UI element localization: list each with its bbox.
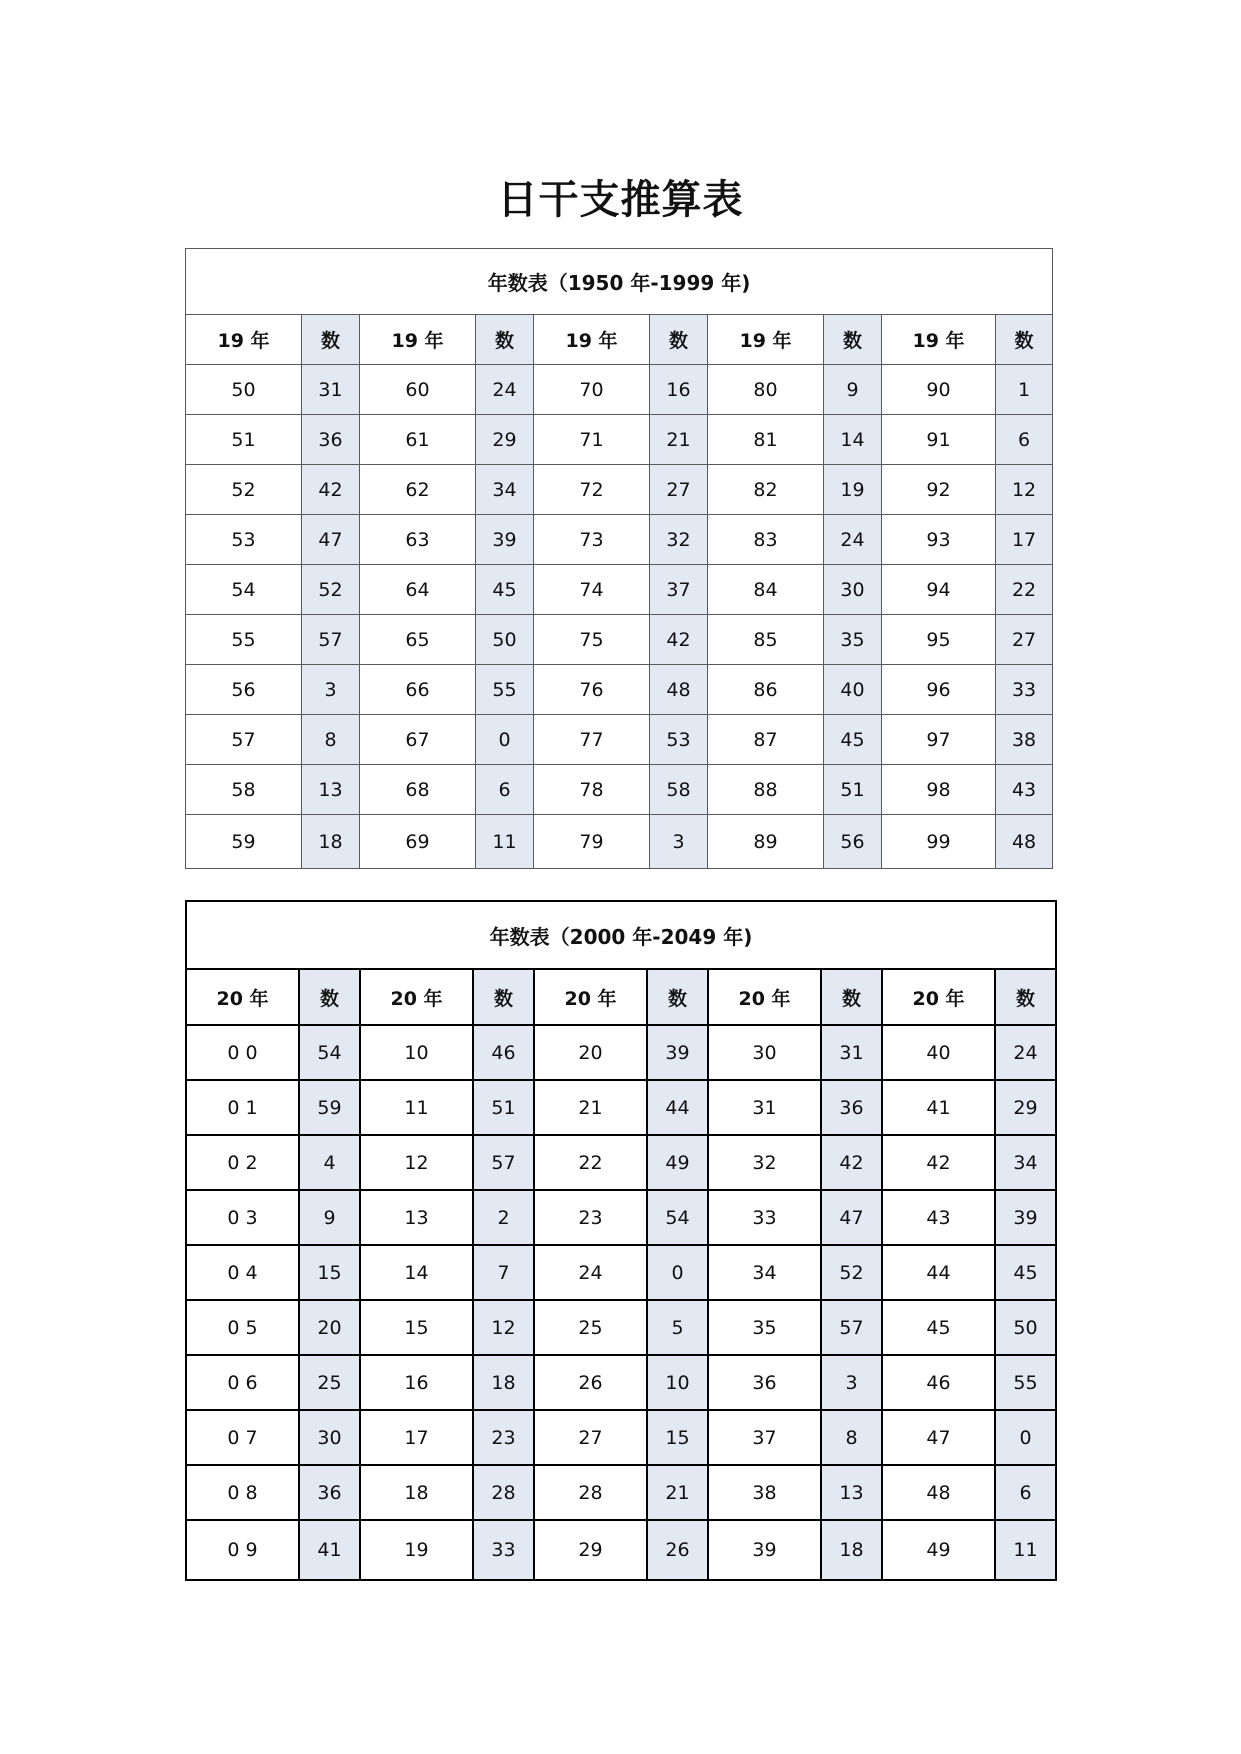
year-cell: 20 bbox=[534, 1025, 647, 1080]
year-column-header: 20 年 bbox=[708, 969, 821, 1025]
year-cell: 87 bbox=[708, 715, 824, 765]
year-cell: 88 bbox=[708, 765, 824, 815]
year-cell: 93 bbox=[882, 515, 996, 565]
year-cell: 36 bbox=[708, 1355, 821, 1410]
year-cell: 96 bbox=[882, 665, 996, 715]
year-cell: 59 bbox=[186, 815, 302, 869]
number-cell: 24 bbox=[476, 365, 534, 415]
year-cell: 91 bbox=[882, 415, 996, 465]
year-cell: 0 4 bbox=[186, 1245, 299, 1300]
year-cell: 17 bbox=[360, 1410, 473, 1465]
year-cell: 0 8 bbox=[186, 1465, 299, 1520]
year-cell: 37 bbox=[708, 1410, 821, 1465]
number-cell: 27 bbox=[650, 465, 708, 515]
table-row bbox=[186, 1520, 1056, 1580]
number-cell: 45 bbox=[995, 1245, 1056, 1300]
number-cell: 23 bbox=[473, 1410, 534, 1465]
year-cell: 44 bbox=[882, 1245, 995, 1300]
number-cell: 2 bbox=[473, 1190, 534, 1245]
year-cell: 71 bbox=[534, 415, 650, 465]
number-cell: 6 bbox=[996, 415, 1053, 465]
number-cell: 11 bbox=[995, 1520, 1056, 1580]
number-cell: 34 bbox=[476, 465, 534, 515]
number-cell: 44 bbox=[647, 1080, 708, 1135]
year-cell: 75 bbox=[534, 615, 650, 665]
number-cell: 37 bbox=[650, 565, 708, 615]
year-cell: 0 1 bbox=[186, 1080, 299, 1135]
number-cell: 50 bbox=[476, 615, 534, 665]
year-cell: 0 6 bbox=[186, 1355, 299, 1410]
number-cell: 35 bbox=[824, 615, 882, 665]
number-cell: 20 bbox=[299, 1300, 360, 1355]
year-cell: 78 bbox=[534, 765, 650, 815]
number-cell: 13 bbox=[821, 1465, 882, 1520]
number-cell: 47 bbox=[821, 1190, 882, 1245]
year-cell: 97 bbox=[882, 715, 996, 765]
year-cell: 79 bbox=[534, 815, 650, 869]
year-cell: 21 bbox=[534, 1080, 647, 1135]
number-cell: 8 bbox=[302, 715, 360, 765]
year-column-header: 19 年 bbox=[708, 315, 824, 365]
number-cell: 13 bbox=[302, 765, 360, 815]
number-cell: 12 bbox=[996, 465, 1053, 515]
number-column-header: 数 bbox=[302, 315, 360, 365]
number-cell: 18 bbox=[473, 1355, 534, 1410]
number-cell: 31 bbox=[302, 365, 360, 415]
number-cell: 51 bbox=[473, 1080, 534, 1135]
year-cell: 48 bbox=[882, 1465, 995, 1520]
year-column-header: 20 年 bbox=[186, 969, 299, 1025]
year-cell: 27 bbox=[534, 1410, 647, 1465]
number-cell: 0 bbox=[995, 1410, 1056, 1465]
number-cell: 49 bbox=[647, 1135, 708, 1190]
year-cell: 51 bbox=[186, 415, 302, 465]
year-number-table-2000-2049 bbox=[185, 900, 1057, 1581]
number-cell: 55 bbox=[995, 1355, 1056, 1410]
year-cell: 83 bbox=[708, 515, 824, 565]
year-cell: 62 bbox=[360, 465, 476, 515]
year-cell: 86 bbox=[708, 665, 824, 715]
year-cell: 77 bbox=[534, 715, 650, 765]
year-cell: 95 bbox=[882, 615, 996, 665]
year-cell: 19 bbox=[360, 1520, 473, 1580]
year-cell: 85 bbox=[708, 615, 824, 665]
number-cell: 58 bbox=[650, 765, 708, 815]
year-cell: 89 bbox=[708, 815, 824, 869]
year-cell: 47 bbox=[882, 1410, 995, 1465]
number-cell: 54 bbox=[299, 1025, 360, 1080]
year-column-header: 19 年 bbox=[360, 315, 476, 365]
year-cell: 0 5 bbox=[186, 1300, 299, 1355]
number-cell: 16 bbox=[650, 365, 708, 415]
year-cell: 46 bbox=[882, 1355, 995, 1410]
year-cell: 82 bbox=[708, 465, 824, 515]
year-cell: 57 bbox=[186, 715, 302, 765]
year-cell: 25 bbox=[534, 1300, 647, 1355]
number-column-header: 数 bbox=[995, 969, 1056, 1025]
table-row bbox=[186, 665, 1053, 715]
year-cell: 84 bbox=[708, 565, 824, 615]
number-cell: 57 bbox=[821, 1300, 882, 1355]
table-row bbox=[186, 1025, 1056, 1080]
number-cell: 52 bbox=[302, 565, 360, 615]
number-column-header: 数 bbox=[650, 315, 708, 365]
number-cell: 17 bbox=[996, 515, 1053, 565]
year-cell: 45 bbox=[882, 1300, 995, 1355]
year-cell: 34 bbox=[708, 1245, 821, 1300]
year-cell: 92 bbox=[882, 465, 996, 515]
header-row bbox=[186, 315, 1053, 365]
number-cell: 30 bbox=[299, 1410, 360, 1465]
number-cell: 50 bbox=[995, 1300, 1056, 1355]
year-cell: 50 bbox=[186, 365, 302, 415]
number-cell: 36 bbox=[299, 1465, 360, 1520]
year-cell: 90 bbox=[882, 365, 996, 415]
number-cell: 18 bbox=[821, 1520, 882, 1580]
year-cell: 10 bbox=[360, 1025, 473, 1080]
year-column-header: 19 年 bbox=[534, 315, 650, 365]
number-cell: 3 bbox=[302, 665, 360, 715]
year-cell: 60 bbox=[360, 365, 476, 415]
year-cell: 53 bbox=[186, 515, 302, 565]
table-row bbox=[186, 1410, 1056, 1465]
number-cell: 59 bbox=[299, 1080, 360, 1135]
year-cell: 24 bbox=[534, 1245, 647, 1300]
number-cell: 42 bbox=[302, 465, 360, 515]
number-cell: 21 bbox=[650, 415, 708, 465]
table-row bbox=[186, 715, 1053, 765]
year-cell: 26 bbox=[534, 1355, 647, 1410]
number-cell: 19 bbox=[824, 465, 882, 515]
number-cell: 1 bbox=[996, 365, 1053, 415]
year-cell: 49 bbox=[882, 1520, 995, 1580]
number-cell: 24 bbox=[824, 515, 882, 565]
year-cell: 32 bbox=[708, 1135, 821, 1190]
page-title: 日干支推算表 bbox=[497, 177, 744, 223]
year-cell: 67 bbox=[360, 715, 476, 765]
year-cell: 16 bbox=[360, 1355, 473, 1410]
number-cell: 38 bbox=[996, 715, 1053, 765]
number-column-header: 数 bbox=[996, 315, 1053, 365]
number-cell: 39 bbox=[476, 515, 534, 565]
year-cell: 28 bbox=[534, 1465, 647, 1520]
year-cell: 68 bbox=[360, 765, 476, 815]
year-column-header: 19 年 bbox=[882, 315, 996, 365]
year-cell: 52 bbox=[186, 465, 302, 515]
number-cell: 24 bbox=[995, 1025, 1056, 1080]
number-cell: 54 bbox=[647, 1190, 708, 1245]
number-cell: 48 bbox=[996, 815, 1053, 869]
year-cell: 23 bbox=[534, 1190, 647, 1245]
number-column-header: 数 bbox=[299, 969, 360, 1025]
number-cell: 46 bbox=[473, 1025, 534, 1080]
table-row bbox=[186, 1080, 1056, 1135]
year-cell: 22 bbox=[534, 1135, 647, 1190]
table-row bbox=[186, 765, 1053, 815]
number-column-header: 数 bbox=[824, 315, 882, 365]
number-cell: 57 bbox=[302, 615, 360, 665]
number-cell: 52 bbox=[821, 1245, 882, 1300]
number-cell: 26 bbox=[647, 1520, 708, 1580]
table-row bbox=[186, 615, 1053, 665]
table-row bbox=[186, 1465, 1056, 1520]
table-row bbox=[186, 415, 1053, 465]
number-cell: 6 bbox=[476, 765, 534, 815]
year-cell: 70 bbox=[534, 365, 650, 415]
year-cell: 0 2 bbox=[186, 1135, 299, 1190]
number-cell: 36 bbox=[302, 415, 360, 465]
table-row bbox=[186, 815, 1053, 869]
number-cell: 25 bbox=[299, 1355, 360, 1410]
year-cell: 13 bbox=[360, 1190, 473, 1245]
number-cell: 48 bbox=[650, 665, 708, 715]
year-cell: 38 bbox=[708, 1465, 821, 1520]
number-cell: 55 bbox=[476, 665, 534, 715]
year-column-header: 20 年 bbox=[882, 969, 995, 1025]
year-cell: 66 bbox=[360, 665, 476, 715]
number-cell: 5 bbox=[647, 1300, 708, 1355]
number-cell: 45 bbox=[476, 565, 534, 615]
number-cell: 6 bbox=[995, 1465, 1056, 1520]
table-row bbox=[186, 1245, 1056, 1300]
table-row bbox=[186, 1190, 1056, 1245]
year-cell: 54 bbox=[186, 565, 302, 615]
year-cell: 0 0 bbox=[186, 1025, 299, 1080]
year-column-header: 19 年 bbox=[186, 315, 302, 365]
year-cell: 12 bbox=[360, 1135, 473, 1190]
year-cell: 42 bbox=[882, 1135, 995, 1190]
year-cell: 63 bbox=[360, 515, 476, 565]
number-cell: 51 bbox=[824, 765, 882, 815]
number-column-header: 数 bbox=[647, 969, 708, 1025]
table-row bbox=[186, 465, 1053, 515]
number-column-header: 数 bbox=[821, 969, 882, 1025]
number-cell: 42 bbox=[821, 1135, 882, 1190]
year-cell: 15 bbox=[360, 1300, 473, 1355]
number-column-header: 数 bbox=[473, 969, 534, 1025]
year-cell: 80 bbox=[708, 365, 824, 415]
year-cell: 98 bbox=[882, 765, 996, 815]
number-cell: 29 bbox=[995, 1080, 1056, 1135]
number-cell: 40 bbox=[824, 665, 882, 715]
year-cell: 29 bbox=[534, 1520, 647, 1580]
number-cell: 0 bbox=[476, 715, 534, 765]
number-cell: 3 bbox=[821, 1355, 882, 1410]
table-row bbox=[186, 565, 1053, 615]
table-row bbox=[186, 365, 1053, 415]
number-cell: 3 bbox=[650, 815, 708, 869]
table-row bbox=[186, 515, 1053, 565]
table-caption: 年数表（1950 年-1999 年) bbox=[186, 249, 1053, 315]
year-column-header: 20 年 bbox=[360, 969, 473, 1025]
number-cell: 11 bbox=[476, 815, 534, 869]
number-cell: 12 bbox=[473, 1300, 534, 1355]
number-cell: 34 bbox=[995, 1135, 1056, 1190]
year-number-table-1950-1999 bbox=[185, 248, 1053, 869]
number-cell: 9 bbox=[299, 1190, 360, 1245]
number-cell: 15 bbox=[647, 1410, 708, 1465]
number-cell: 0 bbox=[647, 1245, 708, 1300]
number-cell: 47 bbox=[302, 515, 360, 565]
caption-row bbox=[186, 901, 1056, 969]
year-cell: 56 bbox=[186, 665, 302, 715]
number-cell: 27 bbox=[996, 615, 1053, 665]
number-column-header: 数 bbox=[476, 315, 534, 365]
table-row bbox=[186, 1355, 1056, 1410]
number-cell: 8 bbox=[821, 1410, 882, 1465]
table-row bbox=[186, 1300, 1056, 1355]
number-cell: 10 bbox=[647, 1355, 708, 1410]
year-cell: 74 bbox=[534, 565, 650, 615]
year-cell: 55 bbox=[186, 615, 302, 665]
number-cell: 39 bbox=[647, 1025, 708, 1080]
number-cell: 18 bbox=[302, 815, 360, 869]
table-caption: 年数表（2000 年-2049 年) bbox=[186, 901, 1056, 969]
year-cell: 41 bbox=[882, 1080, 995, 1135]
year-cell: 0 9 bbox=[186, 1520, 299, 1580]
number-cell: 7 bbox=[473, 1245, 534, 1300]
table-row bbox=[186, 1135, 1056, 1190]
year-cell: 61 bbox=[360, 415, 476, 465]
year-cell: 73 bbox=[534, 515, 650, 565]
year-column-header: 20 年 bbox=[534, 969, 647, 1025]
year-cell: 58 bbox=[186, 765, 302, 815]
number-cell: 41 bbox=[299, 1520, 360, 1580]
header-row bbox=[186, 969, 1056, 1025]
number-cell: 33 bbox=[473, 1520, 534, 1580]
number-cell: 14 bbox=[824, 415, 882, 465]
year-cell: 40 bbox=[882, 1025, 995, 1080]
number-cell: 32 bbox=[650, 515, 708, 565]
year-cell: 69 bbox=[360, 815, 476, 869]
year-cell: 31 bbox=[708, 1080, 821, 1135]
year-cell: 11 bbox=[360, 1080, 473, 1135]
number-cell: 4 bbox=[299, 1135, 360, 1190]
number-cell: 53 bbox=[650, 715, 708, 765]
year-cell: 0 7 bbox=[186, 1410, 299, 1465]
year-cell: 14 bbox=[360, 1245, 473, 1300]
number-cell: 36 bbox=[821, 1080, 882, 1135]
number-cell: 57 bbox=[473, 1135, 534, 1190]
year-cell: 76 bbox=[534, 665, 650, 715]
year-cell: 33 bbox=[708, 1190, 821, 1245]
number-cell: 9 bbox=[824, 365, 882, 415]
year-cell: 39 bbox=[708, 1520, 821, 1580]
number-cell: 22 bbox=[996, 565, 1053, 615]
year-cell: 43 bbox=[882, 1190, 995, 1245]
number-cell: 29 bbox=[476, 415, 534, 465]
number-cell: 45 bbox=[824, 715, 882, 765]
year-cell: 94 bbox=[882, 565, 996, 615]
number-cell: 15 bbox=[299, 1245, 360, 1300]
year-cell: 81 bbox=[708, 415, 824, 465]
number-cell: 21 bbox=[647, 1465, 708, 1520]
number-cell: 33 bbox=[996, 665, 1053, 715]
caption-row bbox=[186, 249, 1053, 315]
number-cell: 31 bbox=[821, 1025, 882, 1080]
number-cell: 28 bbox=[473, 1465, 534, 1520]
number-cell: 42 bbox=[650, 615, 708, 665]
year-cell: 0 3 bbox=[186, 1190, 299, 1245]
number-cell: 39 bbox=[995, 1190, 1056, 1245]
year-cell: 64 bbox=[360, 565, 476, 615]
year-cell: 18 bbox=[360, 1465, 473, 1520]
number-cell: 30 bbox=[824, 565, 882, 615]
number-cell: 56 bbox=[824, 815, 882, 869]
year-cell: 65 bbox=[360, 615, 476, 665]
year-cell: 35 bbox=[708, 1300, 821, 1355]
year-cell: 72 bbox=[534, 465, 650, 515]
year-cell: 30 bbox=[708, 1025, 821, 1080]
year-cell: 99 bbox=[882, 815, 996, 869]
number-cell: 43 bbox=[996, 765, 1053, 815]
